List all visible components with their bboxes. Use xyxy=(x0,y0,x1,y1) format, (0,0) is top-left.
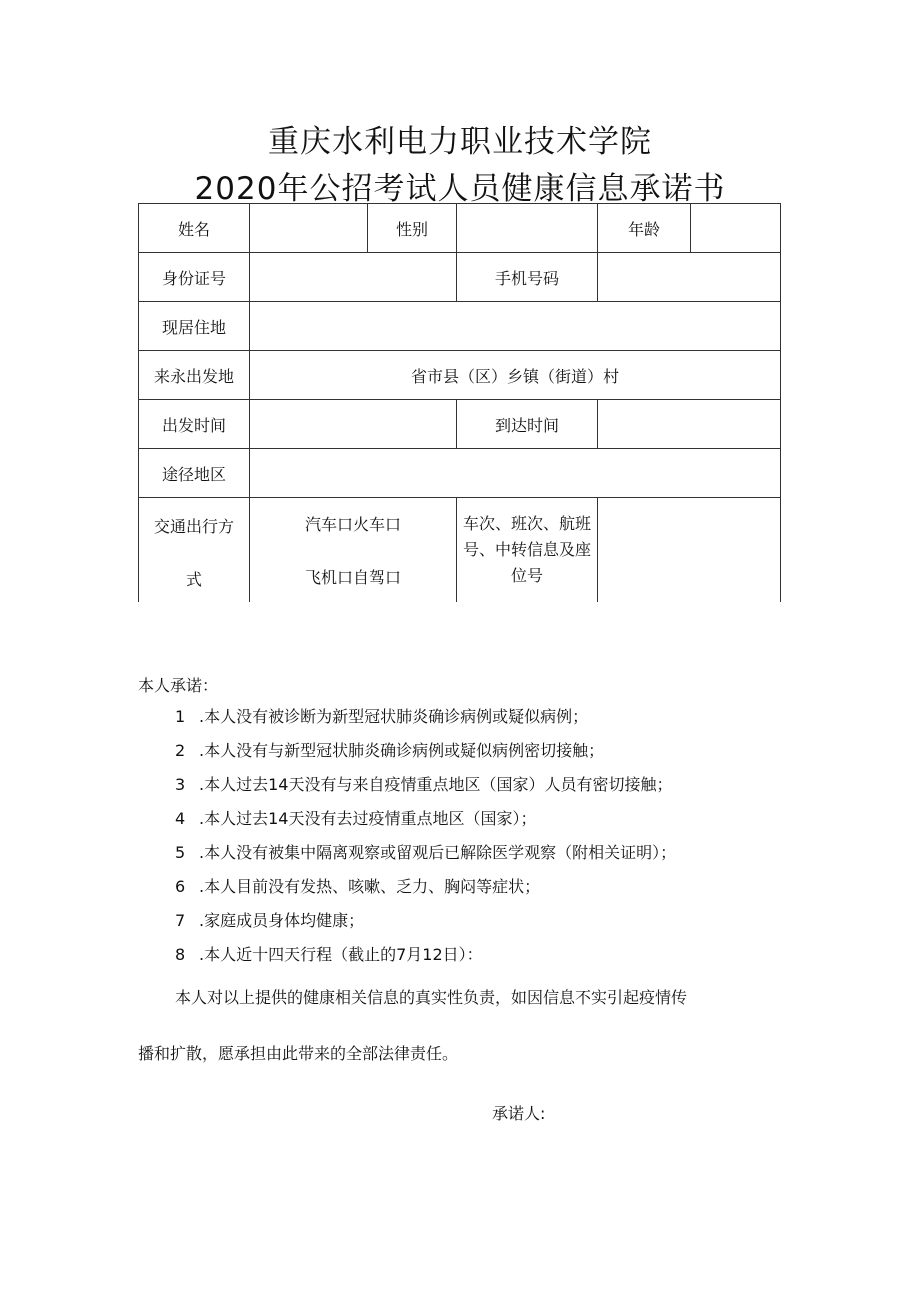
traffic-label-line1: 交通出行方 xyxy=(153,517,234,536)
row-residence xyxy=(139,302,781,351)
origin-label: 来永出发地 xyxy=(139,351,250,400)
ticket-info-label xyxy=(457,498,598,603)
page-subtitle: 2020年公招考试人员健康信息承诺书 xyxy=(194,171,726,207)
list-item xyxy=(175,874,676,908)
traffic-options[interactable] xyxy=(250,498,457,603)
ticket-info-field[interactable] xyxy=(598,498,781,603)
item-text: .本人目前没有发热、咳嗽、乏力、胸闷等症状； xyxy=(199,877,541,896)
item-text: .本人没有被诊断为新型冠状肺炎确诊病例或疑似病例； xyxy=(199,707,589,726)
id-field[interactable] xyxy=(250,253,457,302)
depart-time-label: 出发时间 xyxy=(139,400,250,449)
traffic-label xyxy=(139,498,250,603)
commitment-heading: 本人承诺： xyxy=(138,676,219,695)
closing-statement-line2: 播和扩散，愿承担由此带来的全部法律责任。 xyxy=(138,1044,459,1063)
closing-statement-line1: 本人对以上提供的健康相关信息的真实性负责，如因信息不实引起疫情传 xyxy=(175,988,688,1007)
phone-field[interactable] xyxy=(598,253,781,302)
traffic-options-line2[interactable]: 飞机口自驾口 xyxy=(304,568,401,587)
item-text: .本人近十四天行程（截止的7月12日）： xyxy=(199,945,483,964)
gender-field[interactable] xyxy=(457,204,598,253)
row-route xyxy=(139,449,781,498)
item-number: 4 xyxy=(175,809,186,828)
row-name xyxy=(139,204,781,253)
item-text: .本人没有被集中隔离观察或留观后已解除医学观察（附相关证明）； xyxy=(199,843,677,862)
id-label: 身份证号 xyxy=(139,253,250,302)
depart-time-field[interactable] xyxy=(250,400,457,449)
origin-field[interactable]: 省市县（区）乡镇（街道）村 xyxy=(250,351,781,400)
item-number: 7 xyxy=(175,911,186,930)
ticket-label-line2: 号、中转信息及座 xyxy=(462,540,591,559)
item-text: .本人过去14天没有与来自疫情重点地区（国家）人员有密切接触； xyxy=(199,775,673,794)
list-item xyxy=(175,840,676,874)
signer-label: 承诺人: xyxy=(492,1104,546,1123)
route-field[interactable] xyxy=(250,449,781,498)
gender-label: 性别 xyxy=(368,204,457,253)
age-label: 年龄 xyxy=(598,204,691,253)
list-item xyxy=(175,908,676,942)
item-number: 8 xyxy=(175,945,186,964)
row-traffic xyxy=(139,498,781,603)
item-text: .本人没有与新型冠状肺炎确诊病例或疑似病例密切接触； xyxy=(199,741,605,760)
name-field[interactable] xyxy=(250,204,368,253)
health-info-form-table xyxy=(138,203,781,602)
list-item xyxy=(175,942,676,976)
age-field[interactable] xyxy=(691,204,781,253)
ticket-label-line3: 位号 xyxy=(510,566,543,585)
item-number: 1 xyxy=(175,707,186,726)
list-item xyxy=(175,772,676,806)
list-item xyxy=(175,704,676,738)
list-item xyxy=(175,806,676,840)
arrive-time-label: 到达时间 xyxy=(457,400,598,449)
item-number: 3 xyxy=(175,775,186,794)
commitment-list xyxy=(175,704,676,976)
page-title: 重庆水利电力职业技术学院 xyxy=(268,124,652,160)
row-time xyxy=(139,400,781,449)
item-number: 5 xyxy=(175,843,186,862)
residence-field[interactable] xyxy=(250,302,781,351)
arrive-time-field[interactable] xyxy=(598,400,781,449)
traffic-label-line2: 式 xyxy=(185,570,202,589)
traffic-options-line1[interactable]: 汽车口火车口 xyxy=(304,515,401,534)
item-text: .家庭成员身体均健康； xyxy=(199,911,365,930)
row-origin xyxy=(139,351,781,400)
route-label xyxy=(139,449,250,498)
residence-label: 现居住地 xyxy=(139,302,250,351)
ticket-label-line1: 车次、班次、航班 xyxy=(462,514,591,533)
list-item xyxy=(175,738,676,772)
route-label-text: 途径地区 xyxy=(161,464,226,484)
phone-label: 手机号码 xyxy=(457,253,598,302)
item-number: 6 xyxy=(175,877,186,896)
row-id xyxy=(139,253,781,302)
name-label: 姓名 xyxy=(139,204,250,253)
item-number: 2 xyxy=(175,741,186,760)
item-text: .本人过去14天没有去过疫情重点地区（国家）； xyxy=(199,809,537,828)
